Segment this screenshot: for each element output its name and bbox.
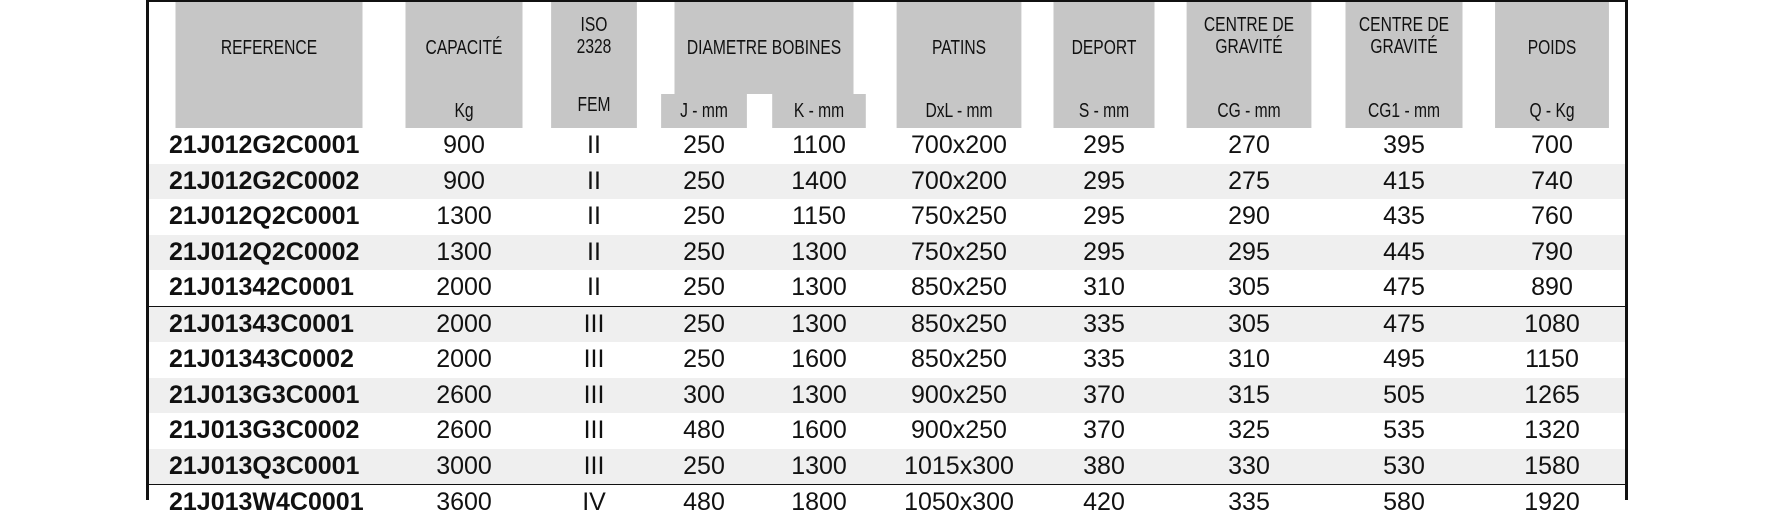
- cell-poids: 890: [1479, 270, 1625, 306]
- cell-deport: 295: [1039, 235, 1169, 271]
- cell-patins: 750x250: [879, 235, 1039, 271]
- table-row: [149, 485, 1625, 521]
- cell-patins: 900x250: [879, 413, 1039, 449]
- cell-reference: 21J013G3C0001: [149, 378, 389, 414]
- cell-diametre-j: 250: [649, 128, 759, 164]
- cell-diametre-j: 250: [649, 235, 759, 271]
- cell-patins: 1015x300: [879, 449, 1039, 485]
- table-row: [149, 128, 1625, 164]
- cell-capacite: 900: [389, 128, 539, 164]
- cell-poids: 790: [1479, 235, 1625, 271]
- cell-poids: 1265: [1479, 378, 1625, 414]
- cell-deport: 295: [1039, 164, 1169, 200]
- cell-poids: 740: [1479, 164, 1625, 200]
- cell-diametre-k: 1600: [759, 342, 879, 378]
- cell-iso-fem: IV: [539, 485, 649, 521]
- cell-iso-fem: II: [539, 199, 649, 235]
- cell-patins: 1050x300: [879, 485, 1039, 521]
- cell-reference: 21J013Q3C0001: [149, 449, 389, 485]
- header-reference-unit: [175, 94, 362, 128]
- cell-diametre-j: 250: [649, 164, 759, 200]
- header-diametre-j: J - mm: [661, 94, 747, 128]
- cell-cg: 295: [1169, 235, 1329, 271]
- header-poids: POIDS: [1495, 2, 1609, 94]
- cell-poids: 760: [1479, 199, 1625, 235]
- cell-deport: 310: [1039, 270, 1169, 306]
- cell-capacite: 2600: [389, 378, 539, 414]
- cell-diametre-j: 300: [649, 378, 759, 414]
- cell-deport: 420: [1039, 485, 1169, 521]
- cell-reference: 21J012Q2C0001: [149, 199, 389, 235]
- cell-cg1: 445: [1329, 235, 1479, 271]
- cell-diametre-j: 250: [649, 270, 759, 306]
- cell-deport: 370: [1039, 413, 1169, 449]
- cell-diametre-k: 1300: [759, 378, 879, 414]
- header-reference: REFERENCE: [175, 2, 362, 94]
- cell-cg1: 435: [1329, 199, 1479, 235]
- spec-table: [149, 2, 1625, 521]
- cell-cg1: 495: [1329, 342, 1479, 378]
- cell-diametre-k: 1400: [759, 164, 879, 200]
- cell-capacite: 3600: [389, 485, 539, 521]
- cell-poids: 1080: [1479, 306, 1625, 342]
- cell-diametre-j: 250: [649, 306, 759, 342]
- cell-cg: 305: [1169, 270, 1329, 306]
- cell-cg: 335: [1169, 485, 1329, 521]
- cell-cg: 290: [1169, 199, 1329, 235]
- cell-iso-fem: II: [539, 128, 649, 164]
- table-row: [149, 378, 1625, 414]
- cell-capacite: 2000: [389, 270, 539, 306]
- cell-diametre-k: 1300: [759, 235, 879, 271]
- header-cg1-unit: CG1 - mm: [1346, 94, 1463, 128]
- table-row: [149, 413, 1625, 449]
- cell-reference: 21J012G2C0002: [149, 164, 389, 200]
- table-row: [149, 270, 1625, 306]
- cell-capacite: 900: [389, 164, 539, 200]
- table-row: [149, 199, 1625, 235]
- cell-poids: 1580: [1479, 449, 1625, 485]
- table-row: [149, 306, 1625, 342]
- header-patins-unit: DxL - mm: [897, 94, 1022, 128]
- cell-capacite: 2600: [389, 413, 539, 449]
- cell-diametre-k: 1300: [759, 449, 879, 485]
- cell-patins: 700x200: [879, 164, 1039, 200]
- cell-cg1: 505: [1329, 378, 1479, 414]
- header-diametre-k: K - mm: [772, 94, 866, 128]
- cell-diametre-j: 480: [649, 413, 759, 449]
- cell-reference: 21J01342C0001: [149, 270, 389, 306]
- header-cg: CENTRE DE GRAVITÉ: [1187, 2, 1312, 94]
- cell-iso-fem: III: [539, 449, 649, 485]
- cell-cg1: 415: [1329, 164, 1479, 200]
- cell-poids: 1320: [1479, 413, 1625, 449]
- header-deport-unit: S - mm: [1053, 94, 1154, 128]
- table-row: [149, 164, 1625, 200]
- cell-capacite: 2000: [389, 342, 539, 378]
- table-row: [149, 342, 1625, 378]
- cell-patins: 750x250: [879, 199, 1039, 235]
- cell-iso-fem: II: [539, 270, 649, 306]
- cell-capacite: 2000: [389, 306, 539, 342]
- table-row: [149, 449, 1625, 485]
- cell-iso-fem: II: [539, 164, 649, 200]
- header-iso-fem: FEM: [551, 94, 637, 128]
- header-cg1: CENTRE DE GRAVITÉ: [1346, 2, 1463, 94]
- cell-capacite: 1300: [389, 235, 539, 271]
- cell-cg1: 530: [1329, 449, 1479, 485]
- cell-deport: 335: [1039, 342, 1169, 378]
- cell-cg1: 475: [1329, 270, 1479, 306]
- cell-cg: 310: [1169, 342, 1329, 378]
- cell-cg1: 395: [1329, 128, 1479, 164]
- cell-cg: 330: [1169, 449, 1329, 485]
- cell-diametre-k: 1600: [759, 413, 879, 449]
- header-cg-unit: CG - mm: [1187, 94, 1312, 128]
- table-body: [149, 128, 1625, 521]
- cell-reference: 21J012Q2C0002: [149, 235, 389, 271]
- header-diametre: DIAMETRE BOBINES: [674, 2, 853, 94]
- cell-capacite: 1300: [389, 199, 539, 235]
- cell-cg: 275: [1169, 164, 1329, 200]
- cell-patins: 700x200: [879, 128, 1039, 164]
- cell-diametre-j: 250: [649, 342, 759, 378]
- cell-cg1: 475: [1329, 306, 1479, 342]
- cell-diametre-k: 1300: [759, 306, 879, 342]
- cell-deport: 295: [1039, 199, 1169, 235]
- cell-poids: 1150: [1479, 342, 1625, 378]
- cell-patins: 900x250: [879, 378, 1039, 414]
- cell-iso-fem: III: [539, 342, 649, 378]
- header-deport: DEPORT: [1053, 2, 1154, 94]
- cell-cg1: 535: [1329, 413, 1479, 449]
- spec-table-frame: [146, 0, 1628, 517]
- cell-cg: 325: [1169, 413, 1329, 449]
- cell-iso-fem: III: [539, 378, 649, 414]
- cell-diametre-k: 1150: [759, 199, 879, 235]
- cell-diametre-k: 1100: [759, 128, 879, 164]
- cell-iso-fem: III: [539, 306, 649, 342]
- cell-deport: 370: [1039, 378, 1169, 414]
- cell-reference: 21J01343C0001: [149, 306, 389, 342]
- cell-reference: 21J013G3C0002: [149, 413, 389, 449]
- cell-iso-fem: III: [539, 413, 649, 449]
- cell-reference: 21J012G2C0001: [149, 128, 389, 164]
- cell-diametre-k: 1800: [759, 485, 879, 521]
- cell-diametre-j: 250: [649, 449, 759, 485]
- cell-reference: 21J013W4C0001: [149, 485, 389, 521]
- header-iso: ISO 2328: [551, 2, 637, 94]
- cell-deport: 295: [1039, 128, 1169, 164]
- table-row: [149, 235, 1625, 271]
- header-poids-unit: Q - Kg: [1495, 94, 1609, 128]
- table-header: [149, 2, 1625, 128]
- cell-patins: 850x250: [879, 306, 1039, 342]
- cell-cg1: 580: [1329, 485, 1479, 521]
- cell-patins: 850x250: [879, 270, 1039, 306]
- cell-poids: 1920: [1479, 485, 1625, 521]
- cell-iso-fem: II: [539, 235, 649, 271]
- cell-cg: 315: [1169, 378, 1329, 414]
- header-capacite: CAPACITÉ: [406, 2, 523, 94]
- cell-capacite: 3000: [389, 449, 539, 485]
- cell-deport: 380: [1039, 449, 1169, 485]
- cell-deport: 335: [1039, 306, 1169, 342]
- cell-diametre-j: 480: [649, 485, 759, 521]
- header-patins: PATINS: [897, 2, 1022, 94]
- cell-diametre-j: 250: [649, 199, 759, 235]
- cell-diametre-k: 1300: [759, 270, 879, 306]
- cell-cg: 270: [1169, 128, 1329, 164]
- cell-poids: 700: [1479, 128, 1625, 164]
- cell-cg: 305: [1169, 306, 1329, 342]
- header-capacite-unit: Kg: [406, 94, 523, 128]
- cell-patins: 850x250: [879, 342, 1039, 378]
- cell-reference: 21J01343C0002: [149, 342, 389, 378]
